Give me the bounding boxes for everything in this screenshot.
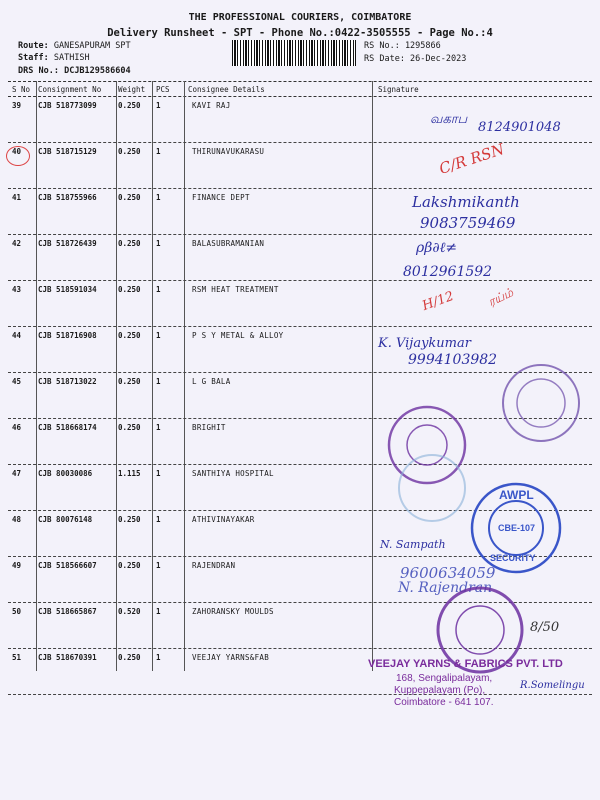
- row-weight: 0.250: [118, 377, 141, 386]
- row-sno: 49: [12, 561, 22, 570]
- row-sno: 48: [12, 515, 22, 524]
- signature-43: ரய்ம்: [485, 285, 516, 309]
- table-row: [8, 235, 592, 281]
- row-weight: 0.250: [118, 331, 141, 340]
- note-43: H/12: [420, 288, 456, 315]
- signature-39: வகாப: [430, 112, 468, 127]
- row-weight: 0.250: [118, 285, 141, 294]
- barcode: [232, 40, 356, 66]
- row-weight: 0.250: [118, 101, 141, 110]
- row-consignment-no: CJB 518591034: [38, 285, 97, 294]
- row-consignment-no: CJB 518716908: [38, 331, 97, 340]
- row-weight: 0.520: [118, 607, 141, 616]
- row-consignee: FINANCE DEPT: [192, 193, 250, 202]
- row-pcs: 1: [156, 653, 161, 662]
- row-pcs: 1: [156, 147, 161, 156]
- row-consignment-no: CJB 518713022: [38, 377, 97, 386]
- row-consignee: THIRUNAVUKARASU: [192, 147, 265, 156]
- col-signature: Signature: [378, 85, 419, 94]
- faded-stamp-47: [396, 452, 468, 524]
- row-pcs: 1: [156, 331, 161, 340]
- row-consignee: P S Y METAL & ALLOY: [192, 331, 284, 340]
- row-sno: 46: [12, 423, 22, 432]
- phone-42: 8012961592: [403, 264, 493, 280]
- row-sno: 44: [12, 331, 22, 340]
- row-sno: 40: [12, 147, 22, 156]
- note-40: C/R RSN: [436, 140, 507, 178]
- row-consignment-no: CJB 518668174: [38, 423, 97, 432]
- row-weight: 0.250: [118, 239, 141, 248]
- red-circle-mark: [6, 146, 30, 166]
- awpl-label: AWPL: [499, 488, 534, 502]
- company-title: THE PROFESSIONAL COURIERS, COIMBATORE: [188, 12, 412, 23]
- row-weight: 0.250: [118, 193, 141, 202]
- table-row: [8, 327, 592, 373]
- rs-number: RS No.: 1295866: [364, 41, 441, 51]
- row-pcs: 1: [156, 285, 161, 294]
- awpl-security: SECURITY: [490, 553, 536, 563]
- table-row: [8, 419, 592, 465]
- phone-39: 8124901048: [478, 120, 561, 135]
- purple-stamp-45: [500, 362, 582, 444]
- phone-49: 9600634059: [400, 564, 496, 582]
- row-weight: 1.115: [118, 469, 141, 478]
- mark-50: 8/50: [530, 620, 560, 635]
- name-44: K. Vijaykumar: [378, 336, 471, 351]
- row-sno: 45: [12, 377, 22, 386]
- row-pcs: 1: [156, 423, 161, 432]
- row-consignee: ZAHORANSKY MOULDS: [192, 607, 274, 616]
- row-pcs: 1: [156, 561, 161, 570]
- runsheet-subtitle: Delivery Runsheet - SPT - Phone No.:0422-3505555 - Page No.:4: [107, 27, 493, 39]
- veejay-address-3: Coimbatore - 641 107.: [394, 697, 494, 708]
- row-weight: 0.250: [118, 147, 141, 156]
- row-weight: 0.250: [118, 423, 141, 432]
- row-consignment-no: CJB 518755966: [38, 193, 97, 202]
- row-consignee: BALASUBRAMANIAN: [192, 239, 265, 248]
- row-consignee: KAVI RAJ: [192, 101, 231, 110]
- row-sno: 51: [12, 653, 22, 662]
- row-sno: 42: [12, 239, 22, 248]
- row-pcs: 1: [156, 101, 161, 110]
- row-consignment-no: CJB 518670391: [38, 653, 97, 662]
- row-consignee: ATHIVINAYAKAR: [192, 515, 255, 524]
- phone-44: 9994103982: [408, 352, 498, 368]
- col-consignee: Consignee Details: [188, 85, 265, 94]
- row-sno: 50: [12, 607, 22, 616]
- row-consignment-no: CJB 518566607: [38, 561, 97, 570]
- row-consignment-no: CJB 518665867: [38, 607, 97, 616]
- signature-51: R.Somelingu: [520, 680, 585, 691]
- row-pcs: 1: [156, 515, 161, 524]
- row-sno: 41: [12, 193, 22, 202]
- row-consignment-no: CJB 518715129: [38, 147, 97, 156]
- veejay-name: VEEJAY YARNS & FABRICS PVT. LTD: [368, 658, 563, 670]
- name-48: N. Sampath: [380, 538, 446, 551]
- staff-line: Staff: SATHISH: [18, 53, 90, 63]
- name-49: N. Rajendran: [398, 580, 493, 596]
- row-consignment-no: CJB 518773099: [38, 101, 97, 110]
- row-pcs: 1: [156, 469, 161, 478]
- veejay-address-2: Kuppepalayam (Po),: [394, 685, 486, 696]
- veejay-address-1: 168, Sengalipalayam,: [396, 673, 493, 684]
- col-sno: S No: [12, 85, 31, 94]
- phone-41: 9083759469: [420, 214, 516, 232]
- row-consignee: BRIGHIT: [192, 423, 226, 432]
- route-line: Route: GANESAPURAM SPT: [18, 41, 131, 51]
- row-consignee: VEEJAY YARNS&FAB: [192, 653, 270, 662]
- row-consignee: SANTHIYA HOSPITAL: [192, 469, 274, 478]
- col-weight: Weight: [118, 85, 146, 94]
- row-consignment-no: CJB 80030086: [38, 469, 93, 478]
- row-consignment-no: CJB 80076148: [38, 515, 93, 524]
- row-pcs: 1: [156, 193, 161, 202]
- row-consignee: RSM HEAT TREATMENT: [192, 285, 279, 294]
- signature-42: ρβ∂ℓ≠: [416, 240, 458, 256]
- row-consignee: L G BALA: [192, 377, 231, 386]
- awpl-code: CBE-107: [498, 523, 536, 533]
- col-pcs: PCS: [156, 85, 170, 94]
- rs-date: RS Date: 26-Dec-2023: [364, 54, 467, 64]
- drs-line: DRS No.: DCJB129586604: [18, 66, 131, 76]
- name-41: Lakshmikanth: [412, 193, 520, 211]
- row-sno: 43: [12, 285, 22, 294]
- row-weight: 0.250: [118, 515, 141, 524]
- row-consignee: RAJENDRAN: [192, 561, 236, 570]
- row-pcs: 1: [156, 377, 161, 386]
- col-consignment: Consignment No: [38, 85, 102, 94]
- row-pcs: 1: [156, 607, 161, 616]
- row-pcs: 1: [156, 239, 161, 248]
- row-consignment-no: CJB 518726439: [38, 239, 97, 248]
- row-sno: 39: [12, 101, 22, 110]
- row-sno: 47: [12, 469, 22, 478]
- row-weight: 0.250: [118, 561, 141, 570]
- table-header: [8, 81, 592, 97]
- row-weight: 0.250: [118, 653, 141, 662]
